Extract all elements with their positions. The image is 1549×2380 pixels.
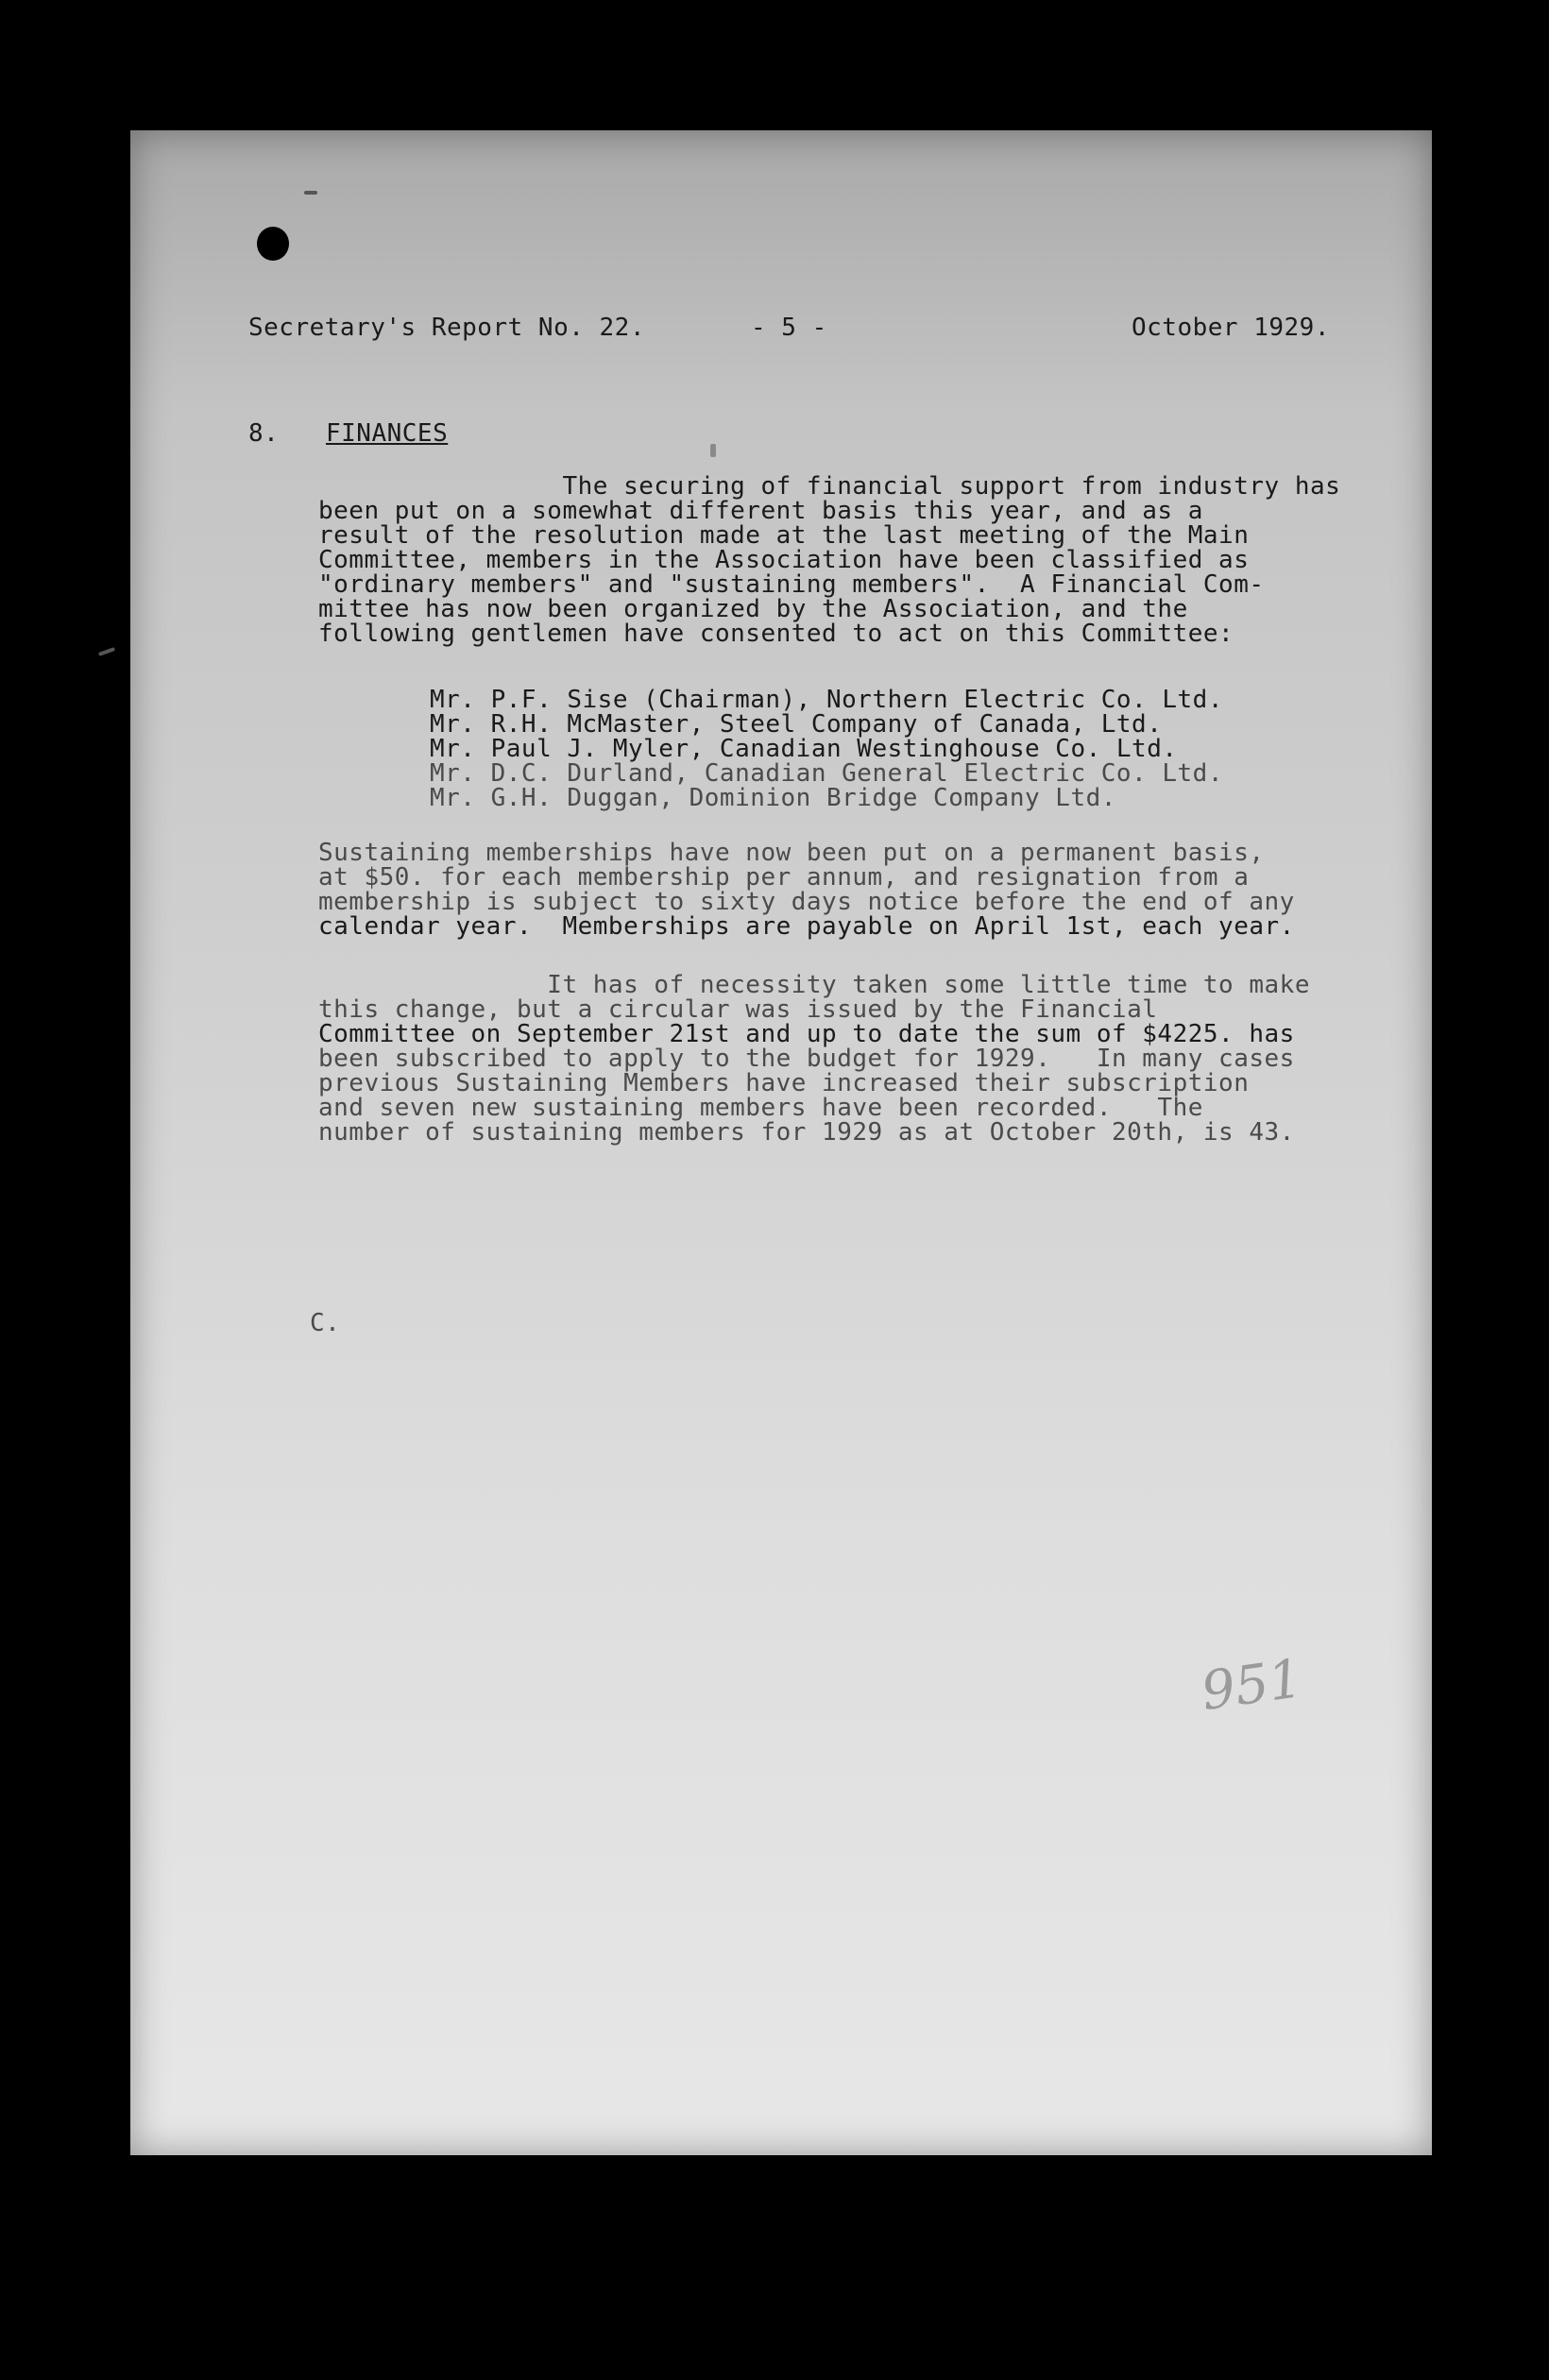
page-number: - 5 -: [751, 314, 827, 342]
handwritten-page-number: 951: [1197, 1647, 1306, 1724]
paragraph-line: The securing of financial support from industry has: [318, 472, 1341, 501]
paragraph-line: result of the resolution made at the last meeting of the Main: [318, 521, 1250, 550]
speck: [98, 647, 115, 656]
paragraph-line: "ordinary members" and "sustaining members". A Financial Com-: [318, 570, 1265, 599]
paragraph-line: Committee on September 21st and up to date the sum of $4225. has: [318, 1020, 1295, 1048]
committee-member: Mr. G.H. Duggan, Dominion Bridge Company Ltd.: [430, 784, 1116, 812]
committee-member: Mr. Paul J. Myler, Canadian Westinghouse Co. Ltd.: [430, 735, 1178, 763]
report-date: October 1929.: [1132, 314, 1330, 342]
committee-member: Mr. D.C. Durland, Canadian General Electric Co. Ltd.: [430, 759, 1223, 788]
punch-hole: [257, 227, 289, 261]
paragraph-line: calendar year. Memberships are payable on April 1st, each year.: [318, 912, 1295, 941]
paragraph-line: membership is subject to sixty days notice before the end of any: [318, 888, 1295, 916]
committee-member: Mr. P.F. Sise (Chairman), Northern Electric Co. Ltd.: [430, 686, 1223, 714]
paragraph-line: Committee, members in the Association have been classified as: [318, 546, 1250, 574]
footer-mark: C.: [310, 1309, 341, 1337]
paragraph-line: been subscribed to apply to the budget for 1929. In many cases: [318, 1045, 1295, 1073]
paragraph-line: It has of necessity taken some little time to make: [318, 971, 1310, 999]
paragraph-line: Sustaining memberships have now been put on a permanent basis,: [318, 839, 1265, 867]
paragraph-line: mittee has now been organized by the Association, and the: [318, 595, 1188, 623]
paragraph-line: number of sustaining members for 1929 as at October 20th, is 43.: [318, 1118, 1295, 1147]
paragraph-line: and seven new sustaining members have been recorded. The: [318, 1094, 1203, 1122]
section-number: 8.: [248, 419, 280, 448]
paragraph-line: been put on a somewhat different basis this year, and as a: [318, 497, 1203, 525]
paragraph-line: this change, but a circular was issued by the Financial: [318, 995, 1158, 1024]
speck: [710, 444, 716, 457]
paragraph-line: at $50. for each membership per annum, and resignation from a: [318, 863, 1250, 892]
speck: [304, 191, 317, 195]
committee-member: Mr. R.H. McMaster, Steel Company of Canada, Ltd.: [430, 710, 1163, 739]
paragraph-line: previous Sustaining Members have increased their subscription: [318, 1069, 1250, 1097]
section-title: FINANCES: [326, 419, 449, 448]
paragraph-line: following gentlemen have consented to act on this Committee:: [318, 620, 1234, 648]
report-title: Secretary's Report No. 22.: [248, 314, 645, 342]
